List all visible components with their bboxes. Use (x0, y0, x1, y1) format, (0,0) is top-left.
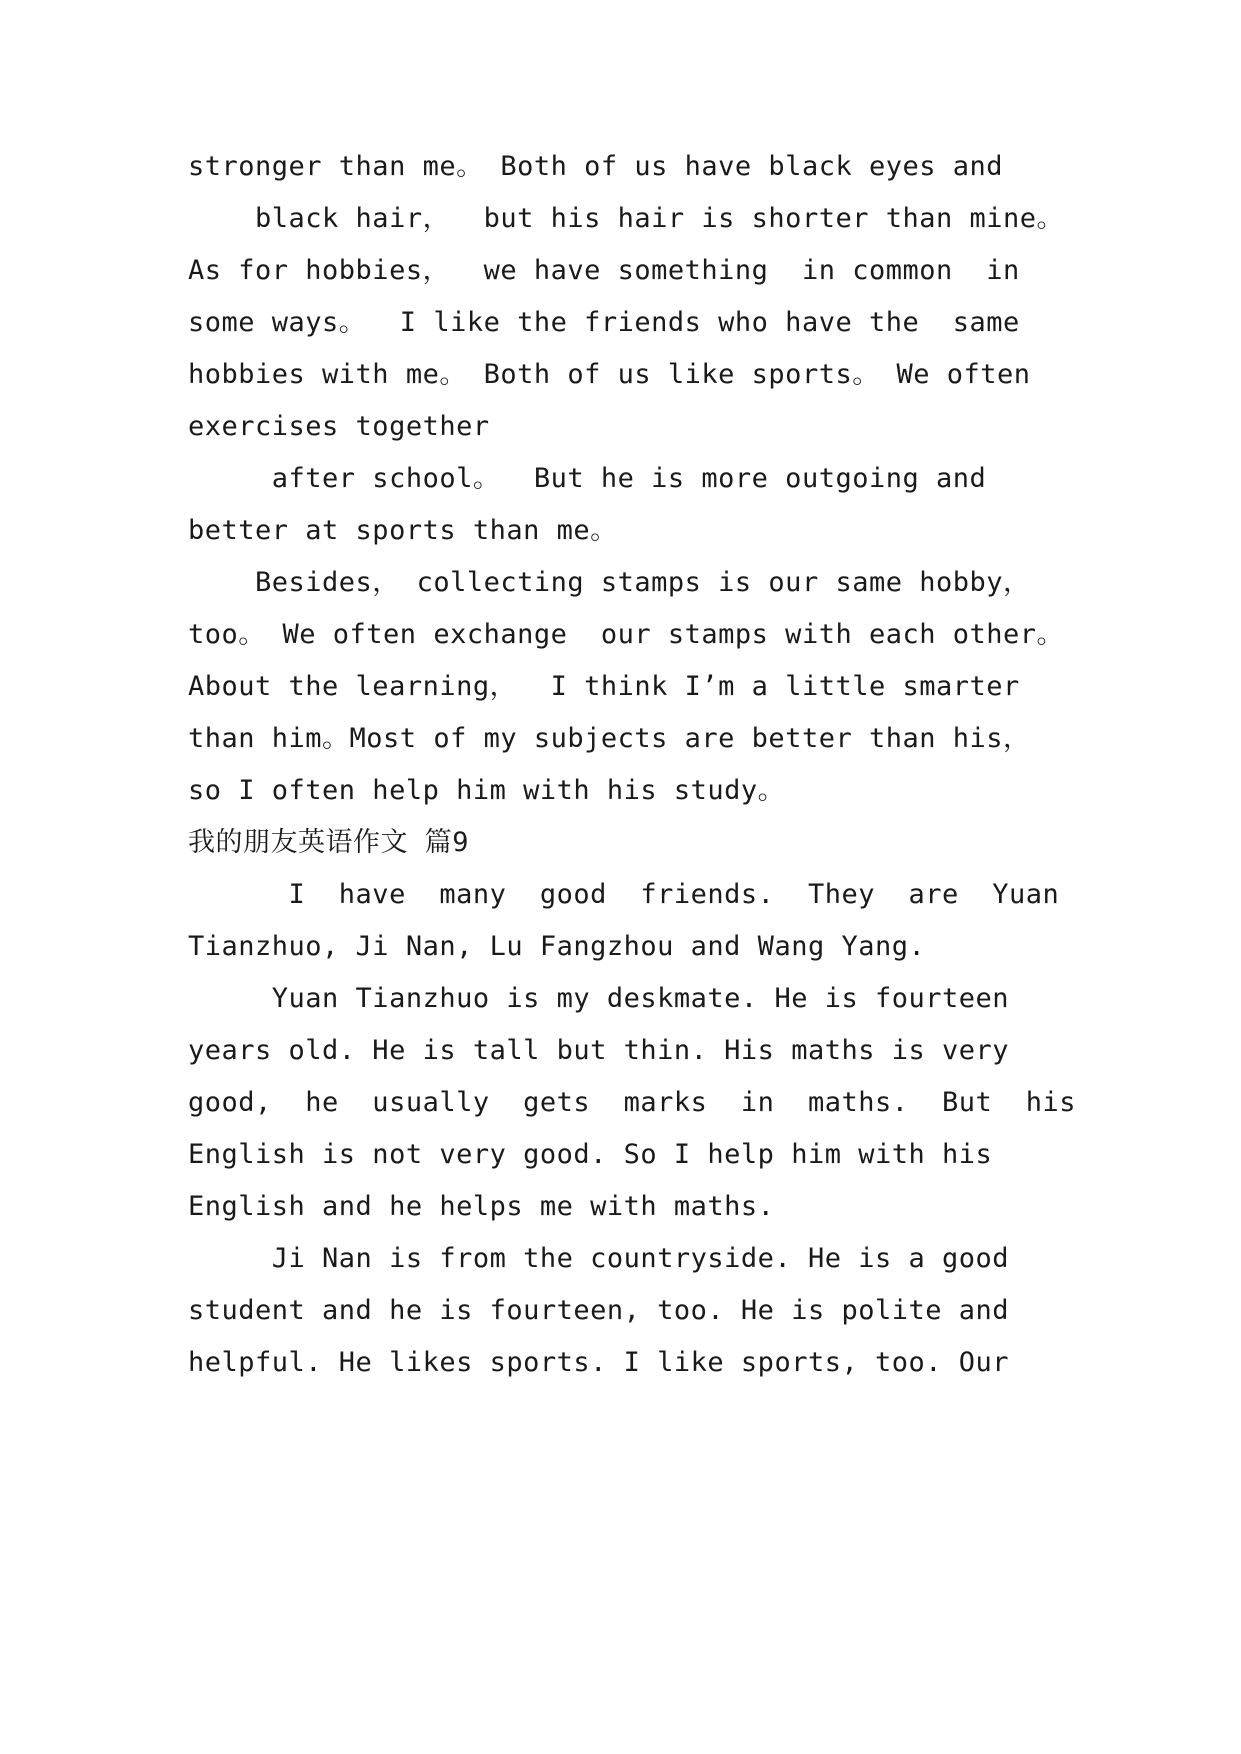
text-line: so I often help him with his study。 (188, 775, 786, 806)
text-line: stronger than me。 Both of us have black eyes and (188, 151, 1004, 182)
text-line: Ji Nan is from the countryside. He is a good (188, 1243, 1010, 1274)
section-heading: 我的朋友英语作文 篇9 (188, 827, 470, 858)
text-line: English and he helps me with maths. (188, 1191, 775, 1222)
text-line: hobbies with me。 Both of us like sports。 We often (188, 359, 1031, 390)
text-line: too。 We often exchange our stamps with each other。 (188, 619, 1065, 650)
text-line: than him。Most of my subjects are better than his， (188, 723, 1031, 754)
text-line: helpful. He likes sports. I like sports, too. Our (188, 1347, 1010, 1378)
text-line: exercises together (188, 411, 490, 442)
text-line: better at sports than me。 (188, 515, 618, 546)
text-line: student and he is fourteen, too. He is polite and (188, 1295, 1010, 1326)
text-line: About the learning， I think I’m a little smarter (188, 671, 1020, 702)
text-line: black hair， but his hair is shorter than mine。 (188, 203, 1065, 234)
text-line: Besides， collecting stamps is our same hobby， (188, 567, 1031, 598)
text-line: Yuan Tianzhuo is my deskmate. He is fourteen (188, 983, 1010, 1014)
text-line: As for hobbies， we have something in common in (188, 255, 1020, 286)
text-line: English is not very good. So I help him with his (188, 1139, 993, 1170)
text-line: I have many good friends. They are Yuan (188, 879, 1060, 910)
text-line: good, he usually gets marks in maths. But his (188, 1087, 1077, 1118)
text-line: some ways。 I like the friends who have the same (188, 307, 1020, 338)
text-line: Tianzhuo, Ji Nan, Lu Fangzhou and Wang Yang. (188, 931, 926, 962)
text-line: after school。 But he is more outgoing and (188, 463, 987, 494)
text-line: years old. He is tall but thin. His maths is very (188, 1035, 1010, 1066)
